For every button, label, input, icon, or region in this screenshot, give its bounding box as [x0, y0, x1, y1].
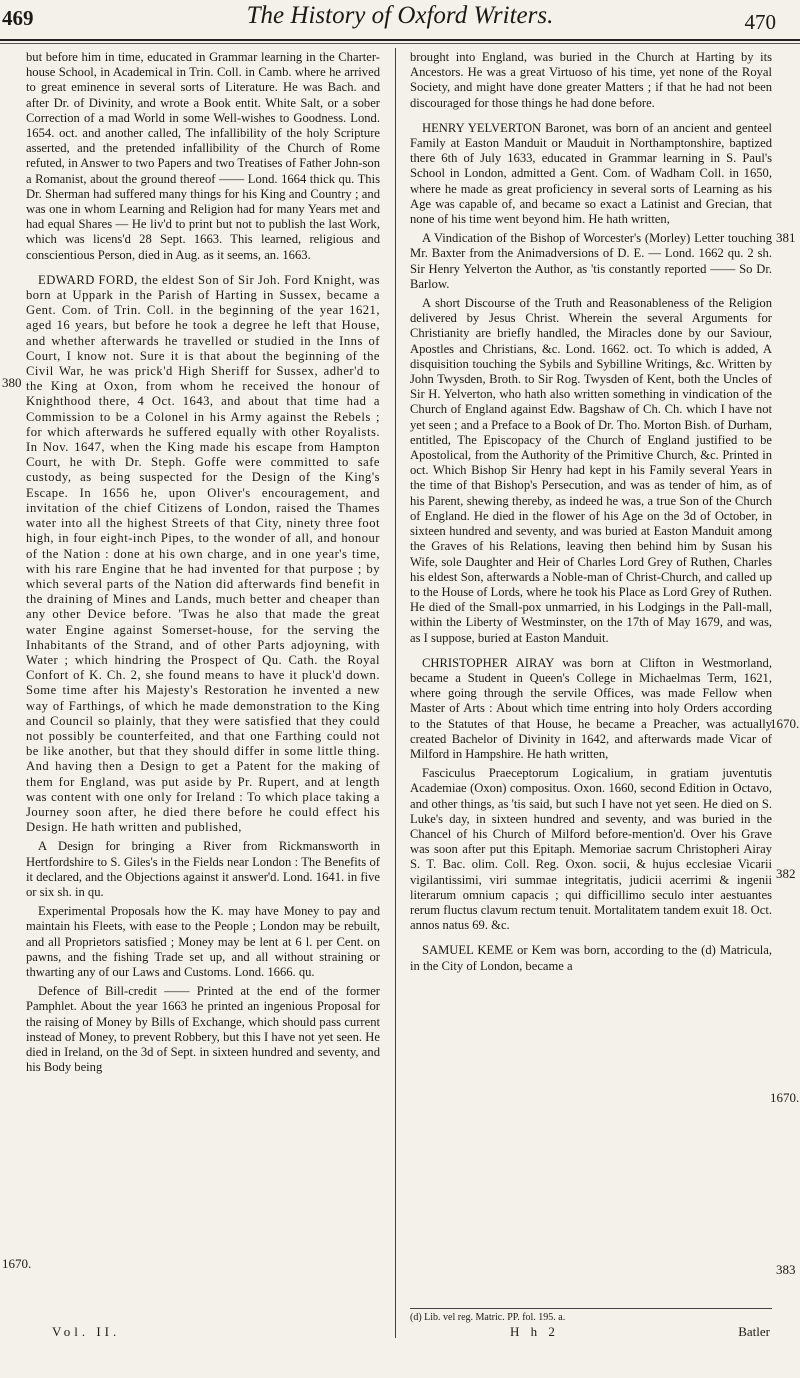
paragraph: A short Discourse of the Truth and Reasonableness of the Religion delivered by Jesus Christ. Wherein the several Arguments for Christianity are briefly handled, the Miracles done by our Saviour, Apostles and Christians, &c. Lond. 1662. oct. To which is added, A disquisition touching the Sybils and Sybilline Writings, &c. Written by John Twysden, Broth. to Sir Rog. Twysden of Kent, both the Uncles of Sir H. Yelverton, who hath also written something in vindication of the Church of England against Edw. Bagshaw of Ch. Ch. which I have not yet seen ; and a Preface to a Book of Dr. Tho. Morton Bish. of Durham, entitled, The Episcopacy of the Church of England justified to be Apostolical, from the Authority of the Primitive Church, &c. Printed in oct. Which Bishop Sir Henry had kept in his Family several Years in the time of that Bishop's Persecution, and was as tender of him, as of his Parent, shewing thereby, as indeed he was, a true Son of the Church of England. He died in the flower of his Age on the 3d of October, in sixteen hundred and seventy, and was buried at Easton Manduit among the Graves of his Relations, leaving then behind him by Susan his Wife, sole Daughter and Heir of Charles Lord Grey of Ruthen, Charles his eldest Son, afterwards a Noble-man of Christ-Church, and called up to the House of Lords, where he took his Place as Lord Grey of Ruthen. He died of the Small-pox unmarried, in his Lodgings in the Pall-mall, within the Liberty of Westminster, on the 17th of May 1679, and was, as I suppose, buried at Easton Manduit. [410, 296, 772, 645]
paragraph: Experimental Proposals how the K. may have Money to pay and maintain his Fleets, with ease to the People ; London may be rebuilt, and all Proprietors satisfied ; Money may be lent at 6 l. per Cent. on pawns, and the fishing Trade set up, and all without straining or thwarting any of our Laws and Customs. Lond. 1666. qu. [26, 904, 380, 979]
paragraph: A Design for bringing a River from Rickmansworth in Hertfordshire to S. Giles's in the Fields near London : The Benefits of it declared, and the Objections against it answer'd. Lond. 1641. in five or six sh. in qu. [26, 839, 380, 899]
page-number-left: 469 [2, 6, 34, 30]
running-title: The History of Oxford Writers. [246, 2, 554, 29]
paragraph: A Vindication of the Bishop of Worcester's (Morley) Letter touching Mr. Baxter from the Animadversions of D. E. — Lond. 1662 qu. 2 sh. Sir Henry Yelverton the Author, as 'tis constantly reported —— So Dr. Barlow. [410, 231, 772, 291]
paragraph: but before him in time, educated in Grammar learning in the Charter-house School, in Academical in Trin. Coll. in Camb. where he arrived to great eminence in several sorts of Literature. He was Bach. and after Dr. of Divinity, and wrote a Book entit. White Salt, or a sober Correction of a mad World in some Well-wishes to Goodness. Lond. 1654. oct. and another called, The infallibility of the holy Scripture asserted, and the pretended infallibility of the Church of Rome refuted, in Answer to two Papers and two Treatises of Father John-son a Romanist, about the ground thereof —— Lond. 1664 thick qu. This Dr. Sherman had suffered many things for his King and Country ; and was one in whom Learning and Religion had for many Years met and had equal Shares — He liv'd to print but not to publish the last Work, which was licens'd 28 Sept. 1663. This learned, religious and conscientious Person, died in Aug. as it seems, an. 1663. [26, 50, 380, 262]
running-header [0, 0, 800, 44]
signature-mark: H h 2 [510, 1324, 559, 1339]
paragraph: Fasciculus Praeceptorum Logicalium, in gratiam juventutis Academiae (Oxon) compositus. Oxon. 1660, second Edition in Octavo, and other things, as 'tis said, but such I have not yet seen. He died on S. Luke's day, in sixteen hundred and seventy, and was buried in the Chancel of his Church of Milford before-mention'd. Over his Grave was soon after put this Epitaph. Memoriae sacrum Christopheri Airay S. T. Bac. olim. Coll. Reg. Oxon. socii, & hujus ecclesiae Vicarii vigilantissimi, viri summae integritatis, judicii acerrimi & ingenii literarum omnium capacis ; qui difficillimo seculo inter aestuantes rerum fluctus clavum rectum tenuit. Mortalitatem tandem exuit 18. Oct. annos natus 69. &c. [410, 766, 772, 933]
margin-entry-number: 381 [776, 230, 796, 245]
catchword: Batler [738, 1324, 770, 1339]
entry-edward-ford: EDWARD FORD, the eldest Son of Sir Joh. Ford Knight, was born at Uppark in the Parish of Harting in Sussex, became a Gent. Com. of Trin. Coll. in the beginning of the year 1621, aged 16 years, but before he took a degree he left that House, and whether afterwards he travelled or studied in the Inns of Court, I know not. Sure it is that about the beginning of the Civil War, he was prick'd High Sheriff for Sussex, adher'd to the King at Oxon, from whom he received the honour of Knighthood there, 4 Oct. 1643, and about that time had a Commission to be a Colonel in his Army against the Rebels ; for which afterwards he suffered equally with other Royalists. In Nov. 1647, when the King made his escape from Hampton Court, he with Dr. Steph. Goffe were committed to safe custody, as being suspected for the Design of the King's Escape. In 1656 he, upon Oliver's encouragement, and invitation of the chief Citizens of London, raised the Thames water into all the highest Streets of that City, ninety three foot high, in four eight-inch Pipes, to the wonder of all, and honour of the Nation : done at his own charge, and in one year's time, with his rare Engine that he had invented for that purpose ; by which several parts of the Nation did afterwards find benefit in the draining of Mines and Lands, much better and cheaper than any other Device before. 'Twas he also that made the great water Engine against Somerset-house, for the serving the Inhabitants of the Strand, and of other Parts adjoyning, with Water ; which hindring the Prospect of Qu. Cath. the Royal Confort of K. Ch. 2, she found means to have it pluck'd down. Some time after his Majesty's Restoration he invented a new way of Farthings, of which he made demonstration to the King and Council so plainly, that they were satisfied that they could not possibly be counterfeited, and that one Farthing could not be like another, but that they should differ in some little thing. And having then a Design to get a Patent for the making of them for England, was put aside by Pr. Rupert, and at length was content with one only for Ireland : To which place taking a Journey soon after, he died there before he could effect his Design. He hath written and published, [26, 272, 380, 835]
entry-samuel-keme: SAMUEL KEME or Kem was born, according to the (d) Matricula, in the City of London, became a [410, 943, 772, 973]
footnote: (d) Lib. vel reg. Matric. PP. fol. 195. a. [410, 1308, 772, 1323]
margin-year: 1670. [770, 1090, 800, 1105]
paragraph: brought into England, was buried in the Church at Harting by its Ancestors. He was a great Virtuoso of his time, yet none of the Royal Society, and might have done greater Matters ; if that he had not been discouraged for those things he had done before. [410, 50, 772, 110]
header-rule [0, 39, 800, 41]
left-column [26, 50, 380, 1079]
paragraph: Defence of Bill-credit —— Printed at the end of the former Pamphlet. About the year 1663 he printed an ingenious Proposal for the raising of Money by Bills of Exchange, which should pass current instead of Money, to prevent Robbery, but this I have not yet seen. He died in Ireland, on the 3d of Sept. in sixteen hundred and seventy, and his Body being [26, 984, 380, 1075]
margin-year: 1670. [2, 1256, 32, 1271]
margin-entry-number: 383 [776, 1262, 796, 1277]
header-rule-thin [0, 43, 800, 44]
column-divider [395, 48, 396, 1338]
margin-year: 1670. [770, 716, 800, 731]
page-number-right: 470 [744, 10, 776, 34]
volume-label: Vol. II. [52, 1324, 121, 1339]
entry-henry-yelverton: HENRY YELVERTON Baronet, was born of an ancient and genteel Family at Easton Manduit or Mauduit in Northamptonshire, baptized there 6th of July 1633, educated in Grammar learning in S. Paul's School in London, admitted a Gent. Com. of Wadham Coll. in 1650, where he made as great proficiency in several sorts of Learning as his Age was capable of, and became so exact a Latinist and Grecian, that none of his time went beyond him. He hath written, [410, 120, 772, 227]
right-column [410, 50, 772, 978]
margin-entry-number: 380 [2, 375, 22, 390]
entry-christopher-airay: CHRISTOPHER AIRAY was born at Clifton in Westmorland, became a Student in Queen's College in Michaelmas Term, 1621, where going through the servile Offices, was made Fellow when Master of Arts : About which time entring into holy Orders according to the Statutes of that House, he became a Preacher, was actually created Bachelor of Divinity in 1642, and afterwards made Vicar of Milford in Hampshire. He hath written, [410, 655, 772, 761]
margin-entry-number: 382 [776, 866, 796, 881]
